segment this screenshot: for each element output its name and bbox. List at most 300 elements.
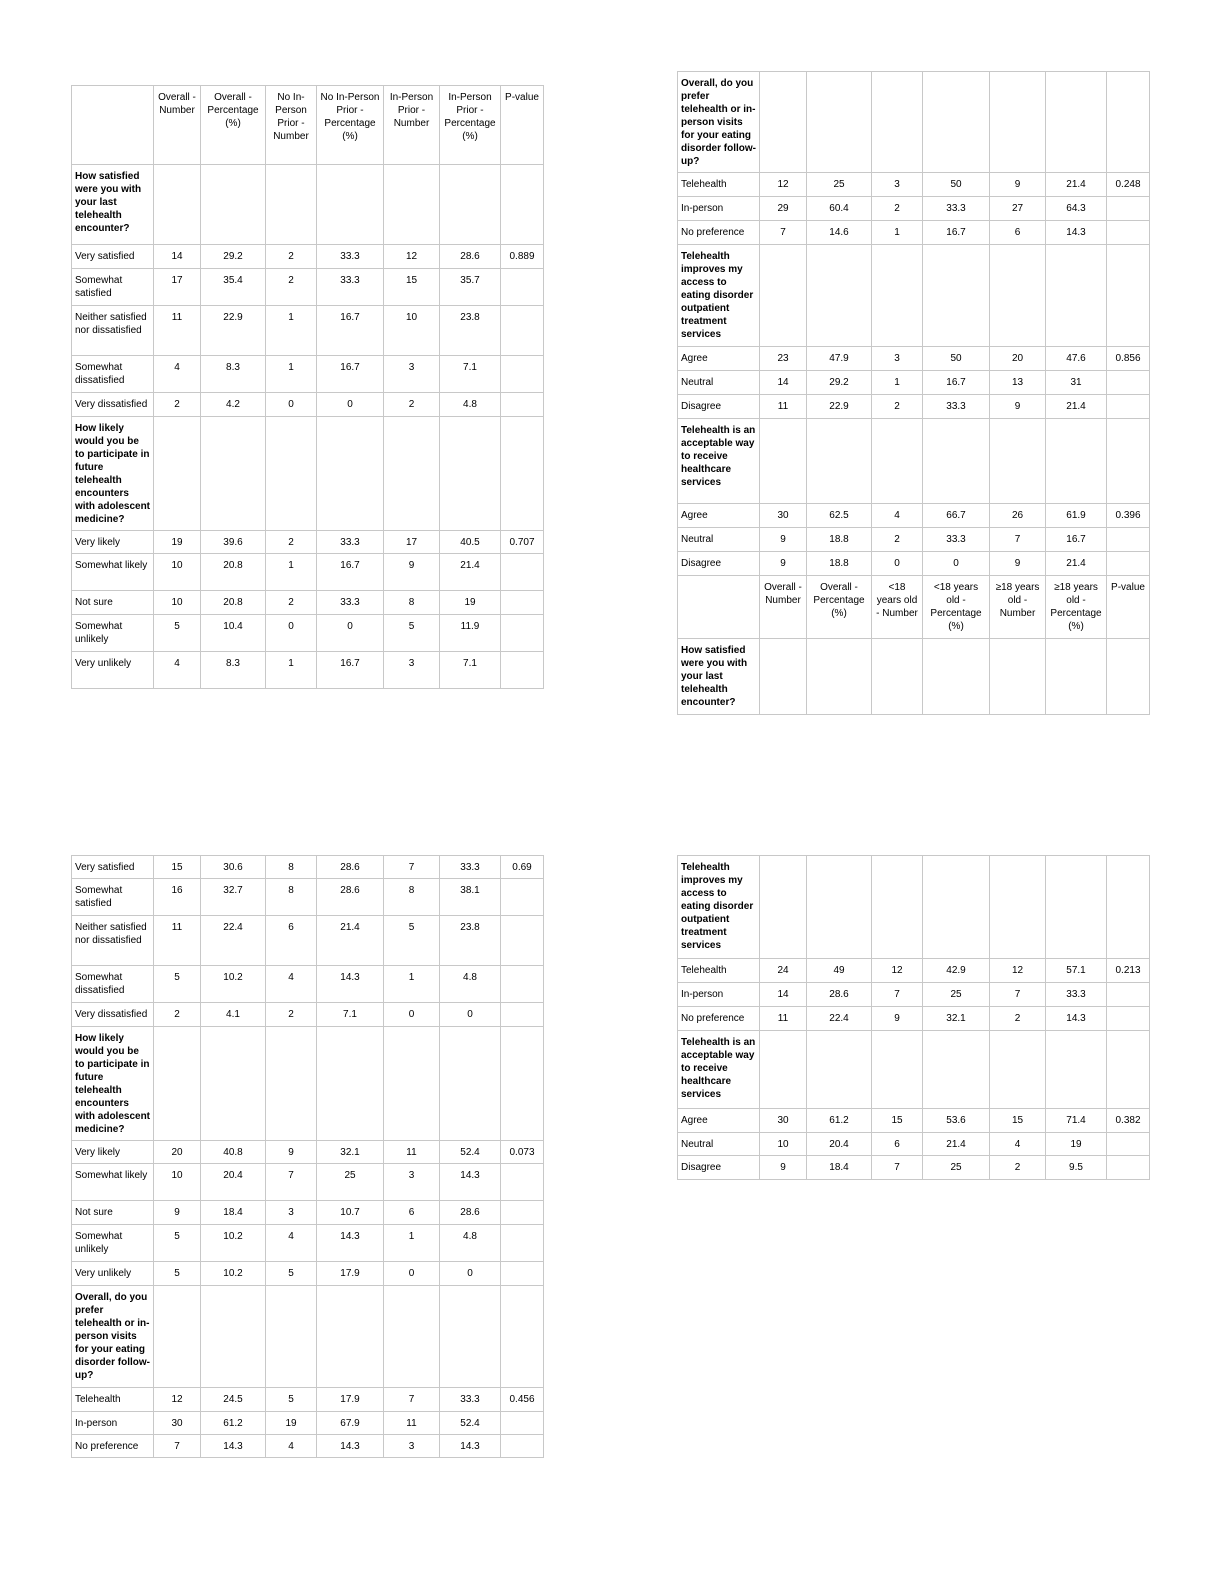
data-cell: 14.6 <box>807 221 872 245</box>
empty-cell <box>923 639 990 715</box>
empty-cell <box>923 72 990 173</box>
header-row <box>678 576 1150 639</box>
row-label: Somewhat likely <box>72 1164 154 1201</box>
data-cell: 4 <box>266 1225 317 1262</box>
data-cell: 4.8 <box>440 1225 501 1262</box>
data-cell: 61.9 <box>1046 504 1107 528</box>
data-cell: 30 <box>760 504 807 528</box>
data-cell: 19 <box>266 1412 317 1435</box>
table-row <box>72 1262 544 1286</box>
data-cell: 12 <box>384 245 440 269</box>
data-cell: 16.7 <box>317 306 384 356</box>
data-cell: 20.8 <box>201 591 266 615</box>
data-cell <box>1107 395 1150 419</box>
empty-cell <box>1107 245 1150 347</box>
data-cell: 11 <box>760 1007 807 1031</box>
empty-cell <box>1046 639 1107 715</box>
data-cell: 6 <box>990 221 1046 245</box>
empty-cell <box>990 1031 1046 1109</box>
data-cell: 21.4 <box>1046 173 1107 197</box>
data-cell: 11 <box>384 1412 440 1435</box>
data-cell: 32.1 <box>317 1141 384 1164</box>
data-cell: 5 <box>154 966 201 1003</box>
data-cell: 28.6 <box>317 856 384 879</box>
empty-cell <box>760 245 807 347</box>
table-row <box>72 1141 544 1164</box>
table-panel-bottom-left <box>71 855 543 1458</box>
data-cell: 21.4 <box>440 554 501 591</box>
data-cell: 12 <box>154 1388 201 1412</box>
table-row <box>72 531 544 554</box>
data-cell: 0 <box>317 615 384 652</box>
data-cell: 42.9 <box>923 959 990 983</box>
empty-cell <box>440 1027 501 1141</box>
data-cell: 10.7 <box>317 1201 384 1225</box>
data-cell: 10 <box>760 1133 807 1156</box>
data-cell: 2 <box>266 245 317 269</box>
data-cell: 7 <box>266 1164 317 1201</box>
row-label: In-person <box>678 983 760 1007</box>
empty-cell <box>760 1031 807 1109</box>
data-cell: 4 <box>872 504 923 528</box>
results-table <box>71 85 544 689</box>
data-cell: 14.3 <box>1046 221 1107 245</box>
data-cell: 29 <box>760 197 807 221</box>
data-cell: 20 <box>154 1141 201 1164</box>
table-row <box>678 173 1150 197</box>
row-label: Not sure <box>72 591 154 615</box>
data-cell: 2 <box>266 591 317 615</box>
data-cell: 5 <box>384 916 440 966</box>
data-cell: 4.1 <box>201 1003 266 1027</box>
empty-cell <box>440 1286 501 1388</box>
data-cell: 16.7 <box>923 221 990 245</box>
empty-cell <box>807 419 872 504</box>
data-cell: 18.8 <box>807 552 872 576</box>
data-cell: 4 <box>154 652 201 689</box>
column-header: ≥18 years old - Number <box>990 576 1046 639</box>
data-cell: 3 <box>384 1435 440 1458</box>
empty-cell <box>923 245 990 347</box>
data-cell: 7 <box>872 1156 923 1180</box>
data-cell: 2 <box>154 393 201 417</box>
empty-cell <box>317 417 384 531</box>
data-cell: 2 <box>872 197 923 221</box>
data-cell: 5 <box>384 615 440 652</box>
column-header: P-value <box>1107 576 1150 639</box>
data-cell: 8.3 <box>201 652 266 689</box>
header-corner-cell <box>72 86 154 165</box>
table-row <box>678 1156 1150 1180</box>
data-cell <box>1107 1133 1150 1156</box>
data-cell: 4.8 <box>440 393 501 417</box>
table-row <box>72 245 544 269</box>
data-cell: 2 <box>266 531 317 554</box>
question-row <box>72 1286 544 1388</box>
data-cell: 61.2 <box>201 1412 266 1435</box>
data-cell: 2 <box>872 395 923 419</box>
results-table <box>71 855 544 1458</box>
empty-cell <box>990 639 1046 715</box>
question-label: Telehealth improves my access to eating disorder outpatient treatment services <box>678 245 760 347</box>
data-cell: 15 <box>154 856 201 879</box>
data-cell: 61.2 <box>807 1109 872 1133</box>
data-cell: 3 <box>872 347 923 371</box>
table-row <box>678 504 1150 528</box>
data-cell: 29.2 <box>201 245 266 269</box>
data-cell: 21.4 <box>1046 395 1107 419</box>
data-cell: 25 <box>317 1164 384 1201</box>
empty-cell <box>501 1286 544 1388</box>
data-cell: 22.9 <box>807 395 872 419</box>
question-label: Telehealth improves my access to eating disorder outpatient treatment services <box>678 856 760 959</box>
data-cell: 14.3 <box>440 1435 501 1458</box>
data-cell: 60.4 <box>807 197 872 221</box>
empty-cell <box>201 1027 266 1141</box>
data-cell: 0 <box>266 393 317 417</box>
question-row <box>678 856 1150 959</box>
column-header: In-Person Prior - Percentage (%) <box>440 86 501 165</box>
data-cell <box>1107 371 1150 395</box>
empty-cell <box>440 165 501 245</box>
data-cell <box>501 916 544 966</box>
data-cell: 12 <box>760 173 807 197</box>
data-cell <box>501 1225 544 1262</box>
data-cell: 9 <box>990 395 1046 419</box>
data-cell: 35.7 <box>440 269 501 306</box>
data-cell: 18.4 <box>807 1156 872 1180</box>
data-cell: 50 <box>923 347 990 371</box>
table-row <box>72 1164 544 1201</box>
data-cell: 3 <box>266 1201 317 1225</box>
data-cell <box>501 1003 544 1027</box>
data-cell: 53.6 <box>923 1109 990 1133</box>
data-cell: 3 <box>384 1164 440 1201</box>
empty-cell <box>201 417 266 531</box>
data-cell: 32.7 <box>201 879 266 916</box>
table-row <box>678 371 1150 395</box>
column-header: <18 years old - Percentage (%) <box>923 576 990 639</box>
data-cell: 3 <box>384 356 440 393</box>
empty-cell <box>760 639 807 715</box>
table-row <box>678 1133 1150 1156</box>
data-cell: 2 <box>872 528 923 552</box>
data-cell: 15 <box>872 1109 923 1133</box>
data-cell: 50 <box>923 173 990 197</box>
empty-cell <box>990 245 1046 347</box>
table-row <box>72 856 544 879</box>
data-cell: 49 <box>807 959 872 983</box>
data-cell: 35.4 <box>201 269 266 306</box>
data-cell: 0.248 <box>1107 173 1150 197</box>
data-cell: 5 <box>266 1262 317 1286</box>
empty-cell <box>990 419 1046 504</box>
data-cell: 33.3 <box>923 528 990 552</box>
data-cell: 0.707 <box>501 531 544 554</box>
empty-cell <box>1046 72 1107 173</box>
row-label: Somewhat unlikely <box>72 615 154 652</box>
empty-cell <box>384 165 440 245</box>
data-cell: 22.4 <box>807 1007 872 1031</box>
data-cell: 1 <box>266 356 317 393</box>
data-cell: 71.4 <box>1046 1109 1107 1133</box>
question-row <box>678 419 1150 504</box>
row-label: No preference <box>678 1007 760 1031</box>
data-cell: 33.3 <box>317 531 384 554</box>
data-cell: 22.4 <box>201 916 266 966</box>
row-label: Disagree <box>678 1156 760 1180</box>
data-cell <box>1107 1156 1150 1180</box>
table-panel-top-left <box>71 85 543 689</box>
empty-cell <box>266 417 317 531</box>
data-cell <box>1107 552 1150 576</box>
data-cell: 39.6 <box>201 531 266 554</box>
data-cell: 5 <box>154 1262 201 1286</box>
data-cell: 1 <box>266 554 317 591</box>
empty-cell <box>872 639 923 715</box>
question-row <box>72 1027 544 1141</box>
table-row <box>72 966 544 1003</box>
empty-cell <box>923 419 990 504</box>
table-row <box>72 1435 544 1458</box>
empty-cell <box>154 1286 201 1388</box>
data-cell: 7 <box>990 983 1046 1007</box>
row-label: Not sure <box>72 1201 154 1225</box>
data-cell: 7 <box>760 221 807 245</box>
data-cell: 4 <box>154 356 201 393</box>
data-cell <box>501 966 544 1003</box>
row-label: Somewhat satisfied <box>72 269 154 306</box>
empty-cell <box>501 417 544 531</box>
question-row <box>678 639 1150 715</box>
data-cell: 33.3 <box>317 591 384 615</box>
empty-cell <box>1046 245 1107 347</box>
empty-cell <box>1107 856 1150 959</box>
data-cell: 9.5 <box>1046 1156 1107 1180</box>
row-label: Somewhat dissatisfied <box>72 966 154 1003</box>
empty-cell <box>1046 856 1107 959</box>
header-row <box>72 86 544 165</box>
table-row <box>72 591 544 615</box>
table-row <box>678 395 1150 419</box>
data-cell <box>501 1412 544 1435</box>
data-cell <box>501 879 544 916</box>
question-label: Telehealth is an acceptable way to receive healthcare services <box>678 419 760 504</box>
data-cell <box>501 554 544 591</box>
row-label: Telehealth <box>678 173 760 197</box>
row-label: Agree <box>678 1109 760 1133</box>
data-cell: 33.3 <box>1046 983 1107 1007</box>
empty-cell <box>440 417 501 531</box>
header-corner-cell <box>678 576 760 639</box>
data-cell: 10.2 <box>201 1225 266 1262</box>
data-cell: 0.073 <box>501 1141 544 1164</box>
question-row <box>72 165 544 245</box>
row-label: Somewhat satisfied <box>72 879 154 916</box>
empty-cell <box>501 165 544 245</box>
data-cell: 32.1 <box>923 1007 990 1031</box>
data-cell: 7 <box>384 1388 440 1412</box>
data-cell: 11.9 <box>440 615 501 652</box>
empty-cell <box>266 1286 317 1388</box>
row-label: Somewhat unlikely <box>72 1225 154 1262</box>
data-cell: 10 <box>384 306 440 356</box>
data-cell: 1 <box>384 966 440 1003</box>
data-cell: 9 <box>384 554 440 591</box>
table-row <box>72 306 544 356</box>
data-cell <box>501 652 544 689</box>
data-cell: 25 <box>923 983 990 1007</box>
data-cell: 2 <box>990 1007 1046 1031</box>
data-cell: 0.382 <box>1107 1109 1150 1133</box>
empty-cell <box>1107 1031 1150 1109</box>
data-cell: 23.8 <box>440 306 501 356</box>
data-cell <box>501 1201 544 1225</box>
data-cell: 17 <box>384 531 440 554</box>
column-header: ≥18 years old - Percentage (%) <box>1046 576 1107 639</box>
row-label: Very likely <box>72 1141 154 1164</box>
data-cell: 19 <box>154 531 201 554</box>
row-label: Somewhat dissatisfied <box>72 356 154 393</box>
data-cell: 9 <box>760 528 807 552</box>
data-cell: 33.3 <box>440 856 501 879</box>
empty-cell <box>990 856 1046 959</box>
row-label: Neither satisfied nor dissatisfied <box>72 916 154 966</box>
data-cell <box>501 1435 544 1458</box>
empty-cell <box>317 165 384 245</box>
data-cell: 3 <box>384 652 440 689</box>
data-cell: 14.3 <box>440 1164 501 1201</box>
empty-cell <box>1107 72 1150 173</box>
data-cell: 14 <box>760 371 807 395</box>
empty-cell <box>201 165 266 245</box>
data-cell: 0.396 <box>1107 504 1150 528</box>
data-cell: 29.2 <box>807 371 872 395</box>
table-row <box>72 356 544 393</box>
data-cell: 2 <box>154 1003 201 1027</box>
data-cell: 1 <box>872 221 923 245</box>
column-header: P-value <box>501 86 544 165</box>
empty-cell <box>1046 419 1107 504</box>
data-cell: 24 <box>760 959 807 983</box>
table-row <box>72 269 544 306</box>
data-cell: 30 <box>154 1412 201 1435</box>
question-label: Telehealth is an acceptable way to receive healthcare services <box>678 1031 760 1109</box>
data-cell <box>1107 1007 1150 1031</box>
row-label: Neither satisfied nor dissatisfied <box>72 306 154 356</box>
data-cell: 14.3 <box>317 966 384 1003</box>
data-cell: 9 <box>990 173 1046 197</box>
data-cell: 17 <box>154 269 201 306</box>
data-cell: 28.6 <box>317 879 384 916</box>
data-cell: 33.3 <box>923 395 990 419</box>
row-label: Very unlikely <box>72 652 154 689</box>
empty-cell <box>760 856 807 959</box>
data-cell: 64.3 <box>1046 197 1107 221</box>
data-cell <box>501 591 544 615</box>
data-cell: 33.3 <box>317 245 384 269</box>
data-cell: 52.4 <box>440 1141 501 1164</box>
data-cell: 8 <box>384 591 440 615</box>
data-cell: 0 <box>317 393 384 417</box>
row-label: In-person <box>72 1412 154 1435</box>
question-label: Overall, do you prefer telehealth or in-person visits for your eating disorder follow-up? <box>678 72 760 173</box>
data-cell: 21.4 <box>923 1133 990 1156</box>
data-cell: 5 <box>154 615 201 652</box>
empty-cell <box>384 1027 440 1141</box>
empty-cell <box>317 1027 384 1141</box>
data-cell: 28.6 <box>807 983 872 1007</box>
data-cell: 4 <box>266 966 317 1003</box>
empty-cell <box>317 1286 384 1388</box>
table-row <box>72 1201 544 1225</box>
column-header: No In-Person Prior - Number <box>266 86 317 165</box>
results-table <box>677 855 1150 1180</box>
data-cell: 57.1 <box>1046 959 1107 983</box>
data-cell: 19 <box>440 591 501 615</box>
data-cell: 9 <box>760 552 807 576</box>
data-cell: 14 <box>760 983 807 1007</box>
data-cell: 10.2 <box>201 966 266 1003</box>
empty-cell <box>760 419 807 504</box>
data-cell: 14.3 <box>317 1225 384 1262</box>
empty-cell <box>201 1286 266 1388</box>
data-cell: 12 <box>990 959 1046 983</box>
data-cell: 47.6 <box>1046 347 1107 371</box>
data-cell: 0 <box>440 1262 501 1286</box>
empty-cell <box>384 1286 440 1388</box>
column-header: Overall - Number <box>154 86 201 165</box>
question-label: How satisfied were you with your last telehealth encounter? <box>678 639 760 715</box>
data-cell: 7.1 <box>440 356 501 393</box>
table-row <box>72 1388 544 1412</box>
question-label: How likely would you be to participate in future telehealth encounters with adolescent medicine? <box>72 417 154 531</box>
data-cell: 10.2 <box>201 1262 266 1286</box>
data-cell <box>501 306 544 356</box>
data-cell: 11 <box>154 306 201 356</box>
row-label: Very dissatisfied <box>72 393 154 417</box>
question-label: How satisfied were you with your last telehealth encounter? <box>72 165 154 245</box>
data-cell: 20.8 <box>201 554 266 591</box>
data-cell: 11 <box>154 916 201 966</box>
data-cell: 22.9 <box>201 306 266 356</box>
row-label: Disagree <box>678 395 760 419</box>
data-cell: 2 <box>266 269 317 306</box>
question-row <box>678 1031 1150 1109</box>
data-cell <box>501 269 544 306</box>
data-cell: 21.4 <box>1046 552 1107 576</box>
data-cell: 3 <box>872 173 923 197</box>
row-label: Very likely <box>72 531 154 554</box>
question-row <box>72 417 544 531</box>
data-cell: 33.3 <box>923 197 990 221</box>
data-cell: 25 <box>807 173 872 197</box>
empty-cell <box>266 165 317 245</box>
question-row <box>678 245 1150 347</box>
data-cell: 20.4 <box>201 1164 266 1201</box>
empty-cell <box>384 417 440 531</box>
table-panel-bottom-right <box>677 855 1149 1180</box>
column-header: No In-Person Prior - Percentage (%) <box>317 86 384 165</box>
data-cell: 30 <box>760 1109 807 1133</box>
data-cell: 11 <box>760 395 807 419</box>
data-cell: 1 <box>384 1225 440 1262</box>
empty-cell <box>1107 419 1150 504</box>
data-cell: 12 <box>872 959 923 983</box>
data-cell: 0.889 <box>501 245 544 269</box>
question-label: Overall, do you prefer telehealth or in-person visits for your eating disorder follow-up? <box>72 1286 154 1388</box>
data-cell: 4 <box>266 1435 317 1458</box>
